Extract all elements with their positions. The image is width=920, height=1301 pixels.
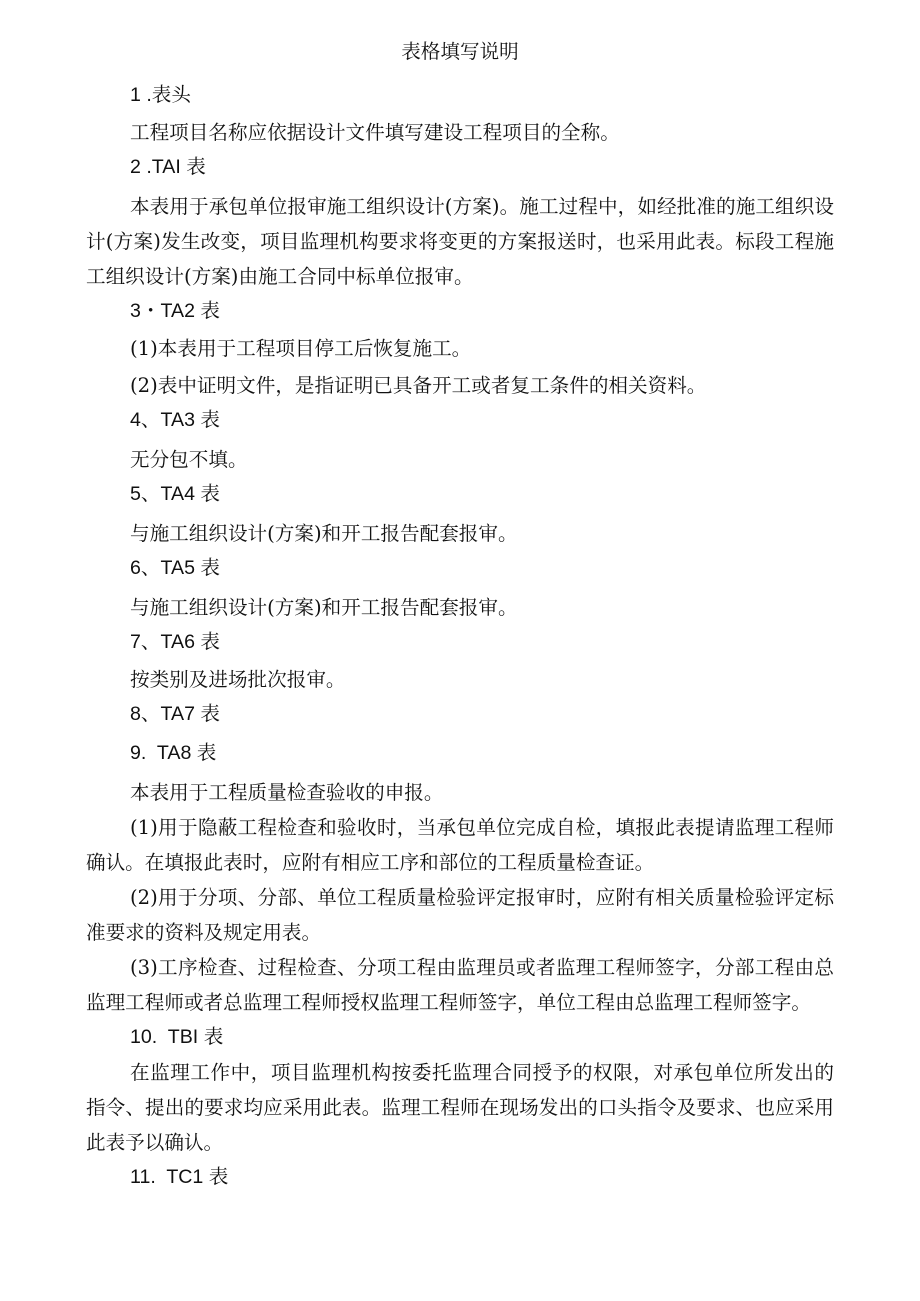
section-heading-9: 9. TA8 表 [130, 742, 217, 764]
section-heading-10: 10. TBI 表 [130, 1026, 224, 1048]
body-paragraph: (1)用于隐蔽工程检查和验收时，当承包单位完成自检，填报此表提请监理工程师确认。在填报此表时，应附有相应工序和部位的工程质量检查证。 [86, 816, 834, 874]
body-line: 与施工组织设计(方案)和开工报告配套报审。 [130, 596, 518, 619]
body-paragraph: (3)工序检查、过程检查、分项工程由监理员或者监理工程师签字，分部工程由总监理工程师或者总监理工程师授权监理工程师签字，单位工程由总监理工程师签字。 [86, 956, 834, 1014]
body-paragraph: 在监理工作中，项目监理机构按委托监理合同授予的权限，对承包单位所发出的指令、提出的要求均应采用此表。监理工程师在现场发出的口头指令及要求、也应采用此表予以确认。 [86, 1061, 834, 1154]
section-heading-4: 4、TA3 表 [130, 409, 221, 431]
section-heading-1: 1 .表头 [130, 84, 191, 106]
section-heading-3: 3・TA2 表 [130, 300, 221, 322]
body-line: 与施工组织设计(方案)和开工报告配套报审。 [130, 522, 518, 545]
section-heading-2: 2 .TAI 表 [130, 156, 206, 178]
body-paragraph: (2)用于分项、分部、单位工程质量检验评定报审时，应附有相关质量检验评定标准要求的资料及规定用表。 [86, 886, 834, 944]
section-heading-8: 8、TA7 表 [130, 703, 221, 725]
body-line: 工程项目名称应依据设计文件填写建设工程项目的全称。 [130, 121, 620, 144]
section-heading-11: 11. TC1 表 [130, 1166, 229, 1188]
body-paragraph: 本表用于承包单位报审施工组织设计(方案)。施工过程中，如经批准的施工组织设计(方案)发生改变，项目监理机构要求将变更的方案报送时，也采用此表。标段工程施工组织设计(方案)由施工合同中标单位报审。 [86, 195, 834, 288]
section-heading-7: 7、TA6 表 [130, 631, 221, 653]
body-line: 按类别及进场批次报审。 [130, 668, 346, 691]
body-line: (1)本表用于工程项目停工后恢复施工。 [130, 337, 472, 360]
page-title: 表格填写说明 [401, 40, 519, 63]
body-line: 无分包不填。 [130, 448, 248, 471]
section-heading-5: 5、TA4 表 [130, 483, 221, 505]
section-heading-6: 6、TA5 表 [130, 557, 221, 579]
body-line: 本表用于工程质量检查验收的申报。 [130, 781, 444, 804]
body-line: (2)表中证明文件，是指证明已具备开工或者复工条件的相关资料。 [130, 374, 707, 397]
